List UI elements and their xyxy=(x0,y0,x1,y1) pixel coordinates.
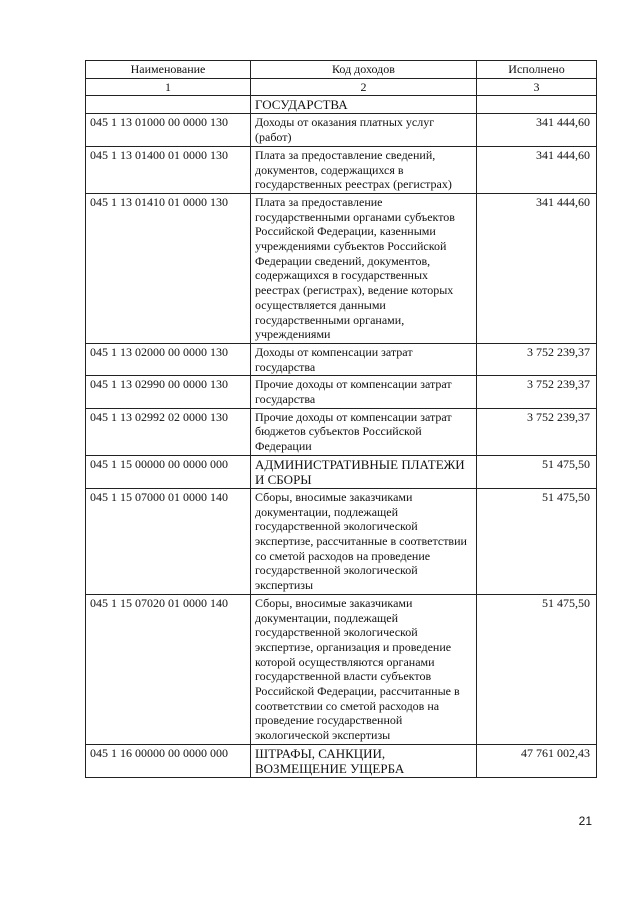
revenue-code-cell: 045 1 16 00000 00 0000 000 xyxy=(86,744,251,777)
column-number: 2 xyxy=(251,78,477,96)
executed-amount-cell: 3 752 239,37 xyxy=(477,408,597,455)
revenue-code-cell: 045 1 13 01410 01 0000 130 xyxy=(86,193,251,343)
revenue-name-cell: Прочие доходы от компенсации затрат бюджетов субъектов Российской Федерации xyxy=(251,408,477,455)
table-header xyxy=(86,61,597,79)
executed-amount-cell: 51 475,50 xyxy=(477,594,597,744)
executed-amount-cell: 3 752 239,37 xyxy=(477,343,597,375)
executed-amount-cell: 341 444,60 xyxy=(477,193,597,343)
revenue-name-cell: ГОСУДАРСТВА xyxy=(251,96,477,114)
executed-amount-cell: 51 475,50 xyxy=(477,455,597,488)
revenue-name-cell: ШТРАФЫ, САНКЦИИ, ВОЗМЕЩЕНИЕ УЩЕРБА xyxy=(251,744,477,777)
revenue-code-cell: 045 1 13 01400 01 0000 130 xyxy=(86,146,251,193)
column-number: 1 xyxy=(86,78,251,96)
column-number-row xyxy=(86,78,597,96)
header-row xyxy=(86,61,597,79)
revenue-code-cell: 045 1 13 02990 00 0000 130 xyxy=(86,376,251,408)
revenue-code-cell: 045 1 15 07020 01 0000 140 xyxy=(86,594,251,744)
executed-amount-cell: 3 752 239,37 xyxy=(477,376,597,408)
table-row xyxy=(86,488,597,594)
revenue-name-cell: Сборы, вносимые заказчиками документации, подлежащей государственной экологической экспертизе, организация и проведение которой осуществляются органами государственной власти субъектов Российской Федерации, рассчитанные в соответствии со сметой расходов на проведение государственной экологической экспертизы xyxy=(251,594,477,744)
header-code: Код доходов xyxy=(251,61,477,79)
table-row xyxy=(86,114,597,146)
table-row xyxy=(86,594,597,744)
executed-amount-cell: 51 475,50 xyxy=(477,488,597,594)
table-row xyxy=(86,744,597,777)
revenue-code-cell xyxy=(86,96,251,114)
revenue-code-cell: 045 1 13 02000 00 0000 130 xyxy=(86,343,251,375)
table-row xyxy=(86,376,597,408)
executed-amount-cell: 341 444,60 xyxy=(477,146,597,193)
table-row xyxy=(86,343,597,375)
revenue-code-cell: 045 1 15 07000 01 0000 140 xyxy=(86,488,251,594)
column-number: 3 xyxy=(477,78,597,96)
executed-amount-cell: 47 761 002,43 xyxy=(477,744,597,777)
header-name: Наименование xyxy=(86,61,251,79)
revenue-name-cell: Прочие доходы от компенсации затрат государства xyxy=(251,376,477,408)
table-row xyxy=(86,408,597,455)
executed-amount-cell xyxy=(477,96,597,114)
executed-amount-cell: 341 444,60 xyxy=(477,114,597,146)
table-row xyxy=(86,146,597,193)
revenue-name-cell: АДМИНИСТРАТИВНЫЕ ПЛАТЕЖИ И СБОРЫ xyxy=(251,455,477,488)
revenue-name-cell: Доходы от оказания платных услуг (работ) xyxy=(251,114,477,146)
header-executed: Исполнено xyxy=(477,61,597,79)
table-body xyxy=(86,78,597,777)
table-row xyxy=(86,455,597,488)
revenue-name-cell: Доходы от компенсации затрат государства xyxy=(251,343,477,375)
revenue-name-cell: Плата за предоставление государственными органами субъектов Российской Федерации, казенными учреждениями субъектов Российской Федерации сведений, документов, содержащихся в государственных реестрах (регистрах), ведение которых осуществляется данными государственными органами, учреждениями xyxy=(251,193,477,343)
table-row xyxy=(86,193,597,343)
revenue-name-cell: Плата за предоставление сведений, документов, содержащихся в государственных реестрах (регистрах) xyxy=(251,146,477,193)
revenue-code-cell: 045 1 13 01000 00 0000 130 xyxy=(86,114,251,146)
revenue-table xyxy=(85,60,597,778)
revenue-code-cell: 045 1 13 02992 02 0000 130 xyxy=(86,408,251,455)
revenue-name-cell: Сборы, вносимые заказчиками документации, подлежащей государственной экологической экспертизе, рассчитанные в соответствии со сметой расходов на проведение государственной экологической экспертизы xyxy=(251,488,477,594)
table-row xyxy=(86,96,597,114)
page-number: 21 xyxy=(578,814,592,828)
revenue-code-cell: 045 1 15 00000 00 0000 000 xyxy=(86,455,251,488)
